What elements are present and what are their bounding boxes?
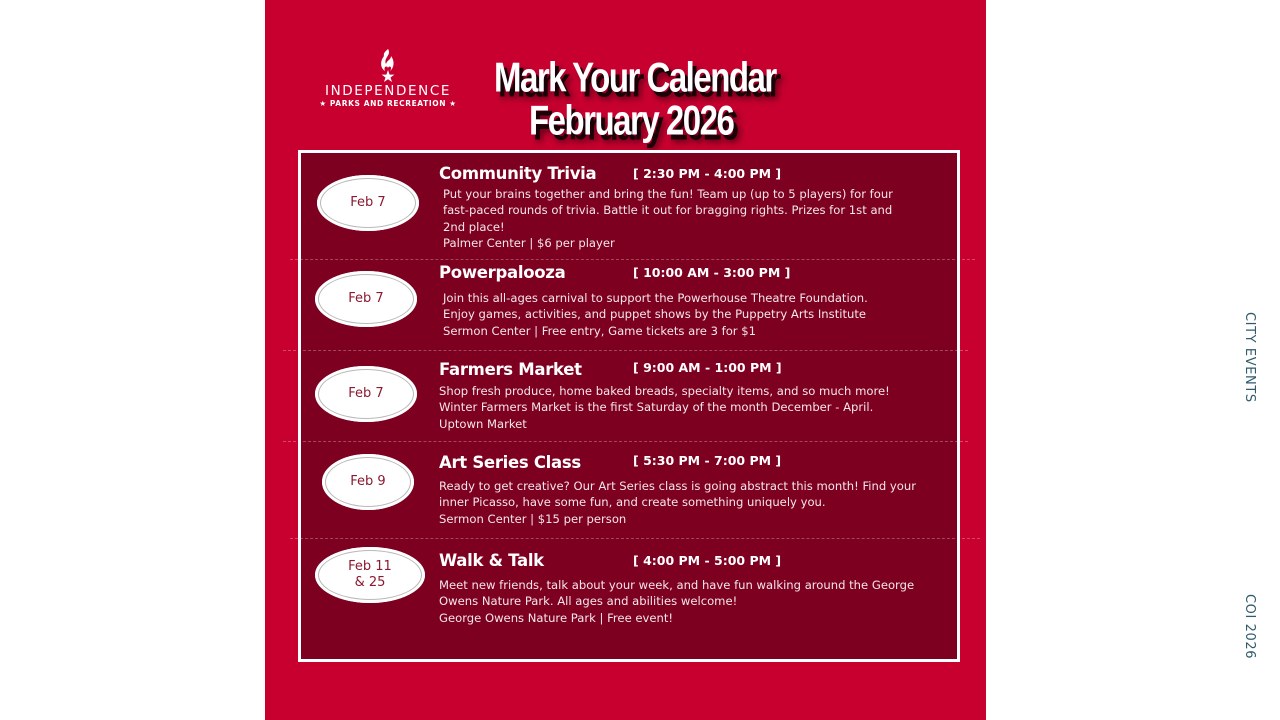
event-date-badge bbox=[315, 547, 425, 603]
event-description bbox=[439, 383, 890, 432]
event-time: [ 9:00 AM - 1:00 PM ] bbox=[633, 360, 782, 375]
description-line: Palmer Center | $6 per player bbox=[443, 235, 615, 250]
event-date: & 25 bbox=[354, 575, 386, 590]
event-title: Powerpalooza bbox=[439, 263, 566, 282]
page-subtitle: February 2026 bbox=[529, 97, 734, 144]
logo-name: INDEPENDENCE bbox=[325, 83, 451, 99]
event-date: Feb 7 bbox=[348, 386, 384, 401]
event-divider bbox=[290, 259, 975, 260]
description-line: inner Picasso, have some fun, and create something uniquely you. bbox=[439, 495, 826, 510]
event-date-badge bbox=[317, 175, 419, 231]
logo-subtitle: ★ PARKS AND RECREATION ★ bbox=[319, 99, 457, 108]
event-date: Feb 7 bbox=[350, 195, 386, 210]
description-line: Ready to get creative? Our Art Series class is going abstract this month! Find your bbox=[439, 479, 916, 493]
description-line: Enjoy games, activities, and puppet shows by the Puppetry Arts Institute bbox=[443, 307, 867, 322]
description-line: Shop fresh produce, home baked breads, specialty items, and so much more! bbox=[439, 384, 890, 398]
description-line: Winter Farmers Market is the first Saturday of the month December - April. bbox=[439, 400, 874, 415]
event-divider bbox=[283, 441, 968, 442]
description-line: 2nd place! bbox=[443, 219, 505, 234]
description-line: Owens Nature Park. All ages and abilities welcome! bbox=[439, 594, 738, 609]
event-title: Art Series Class bbox=[439, 453, 581, 472]
event-title: Walk & Talk bbox=[439, 551, 544, 570]
event-date-badge bbox=[315, 271, 417, 327]
event-time: [ 4:00 PM - 5:00 PM ] bbox=[633, 553, 782, 568]
event-time: [ 5:30 PM - 7:00 PM ] bbox=[633, 453, 782, 468]
event-description bbox=[439, 478, 916, 527]
description-line: Sermon Center | $15 per person bbox=[439, 511, 627, 526]
event-date-badge bbox=[315, 366, 417, 422]
event-title: Farmers Market bbox=[439, 360, 582, 379]
description-line: fast-paced rounds of trivia. Battle it out for bragging rights. Prizes for 1st and bbox=[443, 203, 893, 218]
flame-star-icon bbox=[377, 48, 399, 82]
independence-logo bbox=[318, 48, 458, 112]
event-date-badge bbox=[322, 454, 414, 510]
description-line: Put your brains together and bring the fun! Team up (up to 5 players) for four bbox=[443, 187, 893, 201]
event-description bbox=[443, 290, 868, 339]
event-date: Feb 9 bbox=[350, 474, 386, 489]
description-line: George Owens Nature Park | Free event! bbox=[439, 610, 674, 625]
event-time: [ 10:00 AM - 3:00 PM ] bbox=[633, 265, 791, 280]
description-line: Sermon Center | Free entry, Game tickets are 3 for $1 bbox=[443, 323, 757, 338]
page-title: Mark Your Calendar bbox=[494, 54, 776, 101]
event-title: Community Trivia bbox=[439, 164, 597, 183]
description-line: Join this all-ages carnival to support the Powerhouse Theatre Foundation. bbox=[443, 291, 868, 305]
event-date: Feb 7 bbox=[348, 291, 384, 306]
event-divider bbox=[290, 538, 980, 539]
description-line: Uptown Market bbox=[439, 416, 527, 431]
side-label-year: COI 2026 bbox=[1242, 594, 1257, 660]
event-description bbox=[443, 186, 893, 251]
side-label-city-events: CITY EVENTS bbox=[1242, 312, 1257, 403]
description-line: Meet new friends, talk about your week, and have fun walking around the George bbox=[439, 578, 915, 592]
event-date: Feb 11 bbox=[348, 559, 392, 574]
event-time: [ 2:30 PM - 4:00 PM ] bbox=[633, 166, 782, 181]
event-divider bbox=[283, 350, 968, 351]
event-description bbox=[439, 577, 914, 626]
